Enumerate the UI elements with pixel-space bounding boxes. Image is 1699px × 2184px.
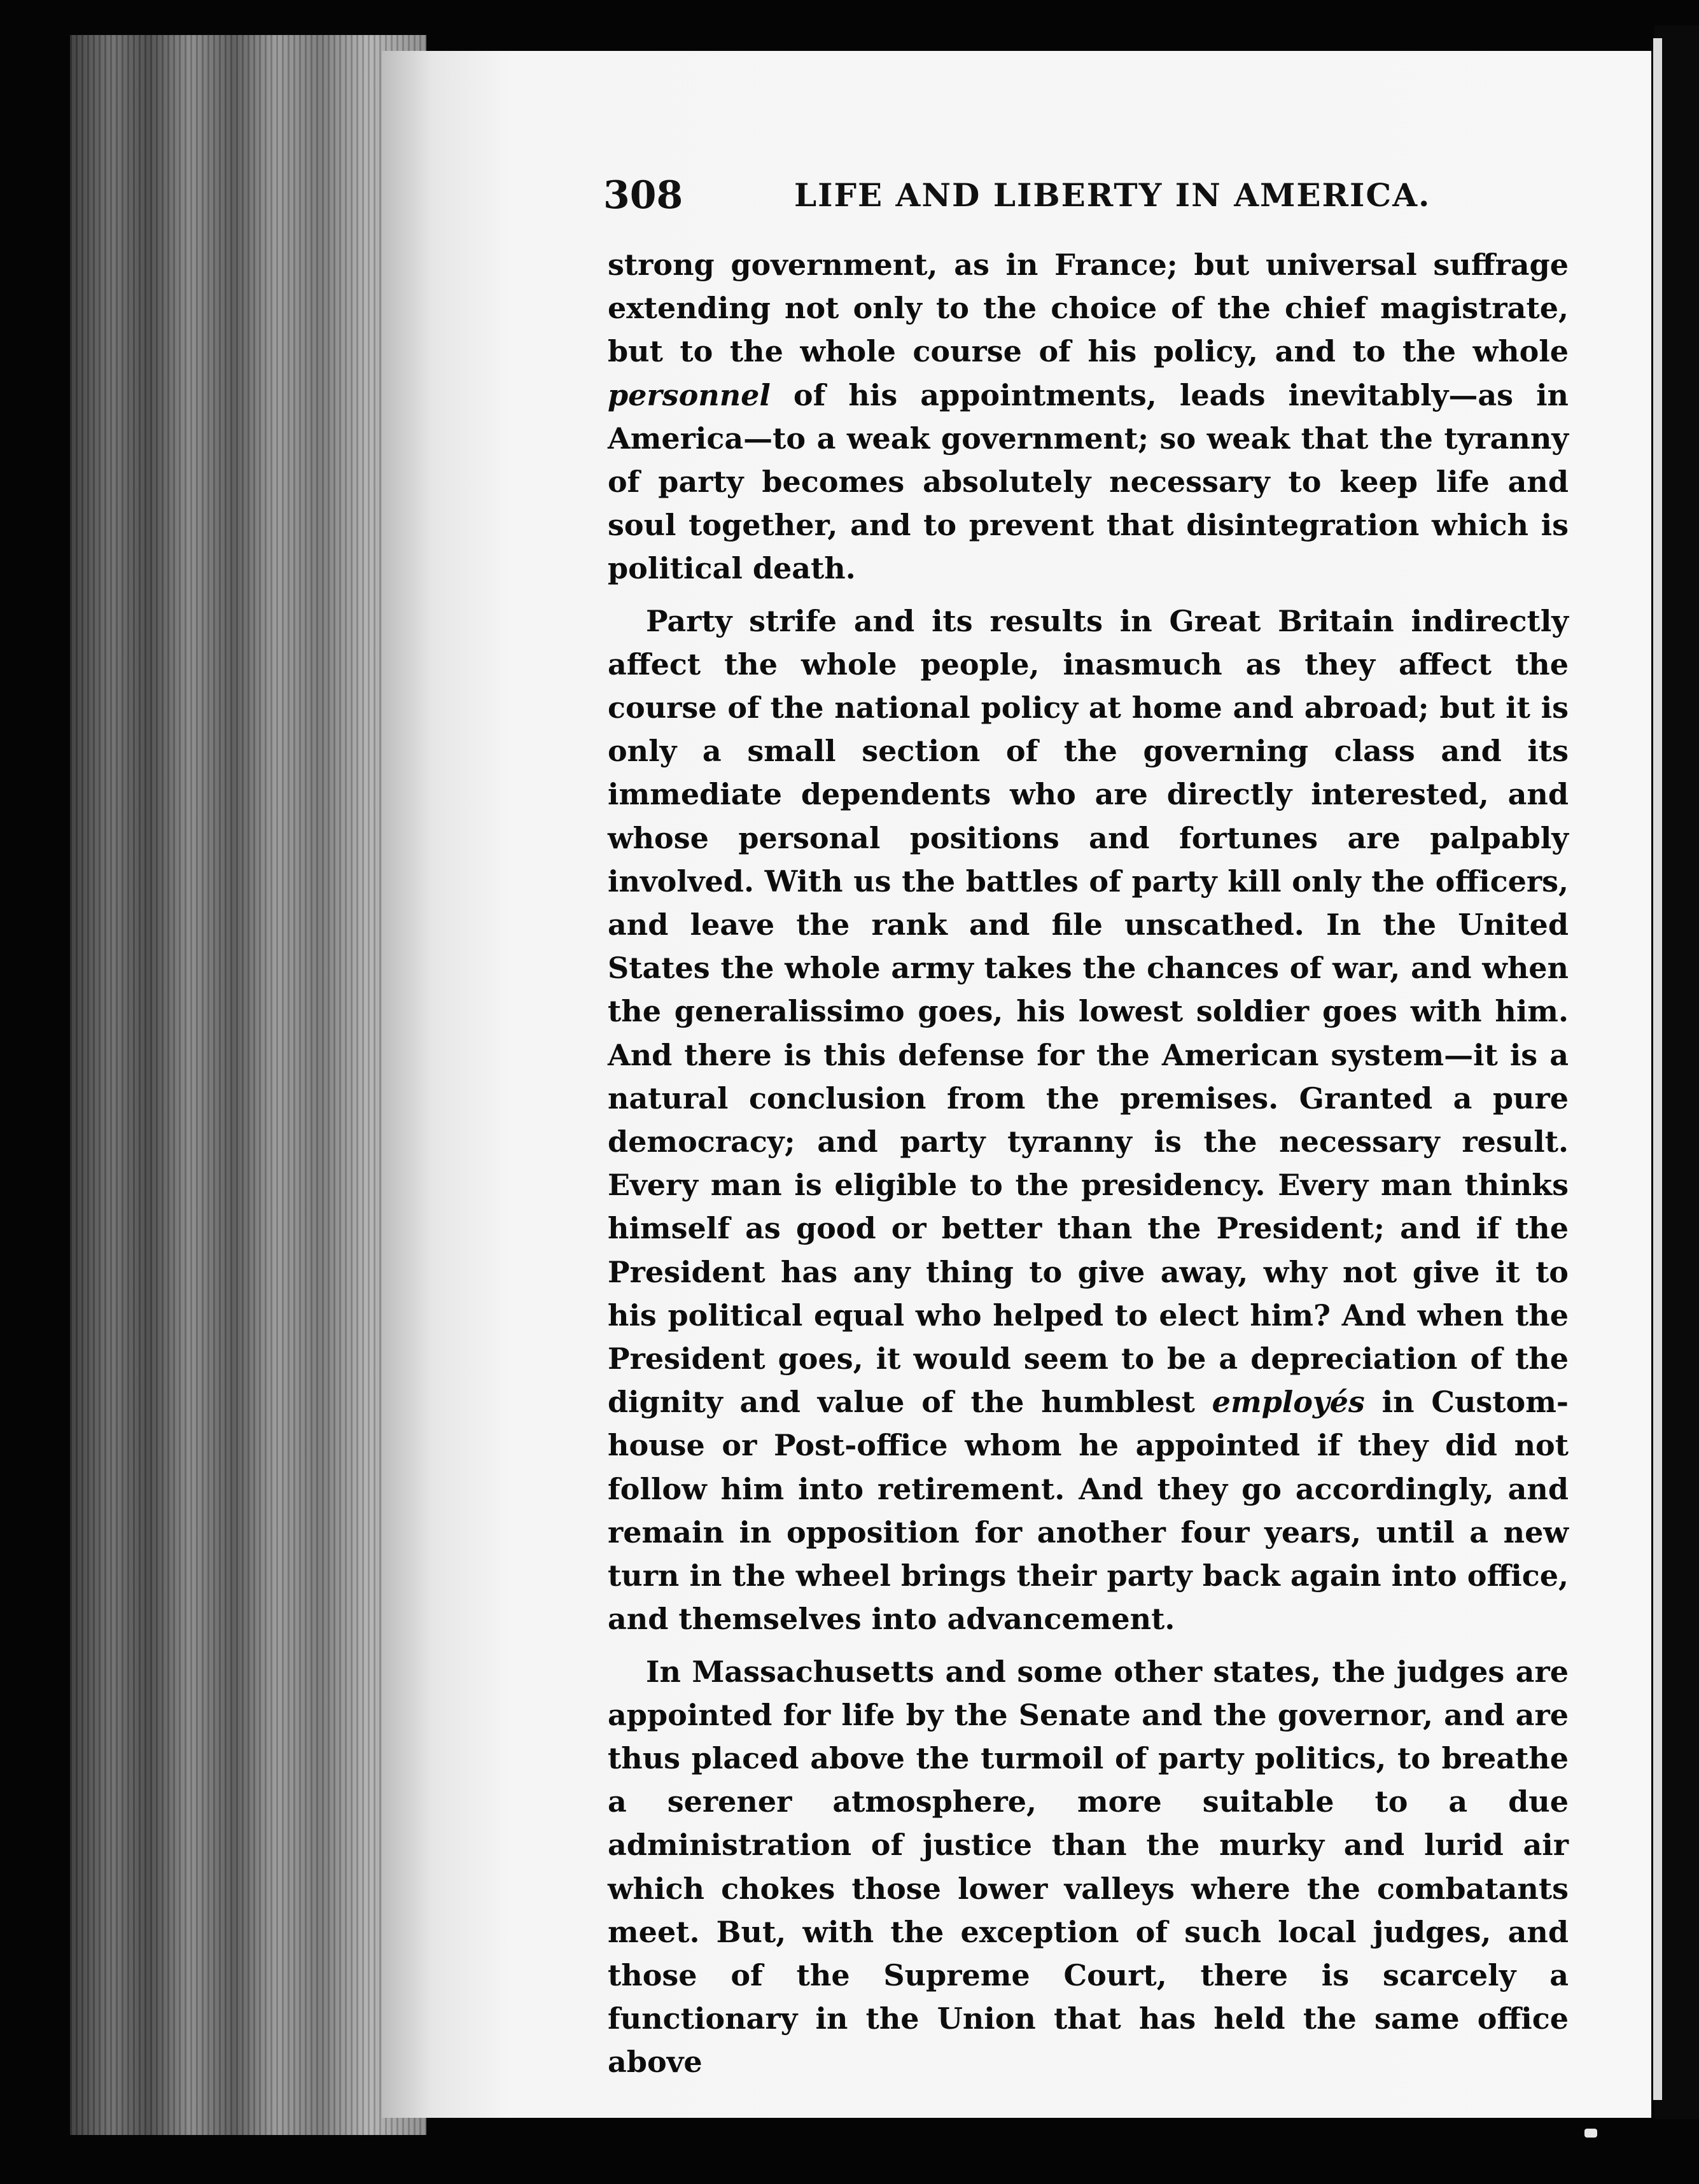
spine-texture	[70, 35, 426, 2135]
page-header	[603, 167, 1431, 224]
facing-page-edge	[1653, 38, 1662, 2100]
paragraph-3-text: In Massachusetts and some other states, the judges are appointed for life by the Senate and the governor, and are thus placed above the turmoil of party politics, to breathe a serener atmosphere, more suitable to a due administration of justice than the murky and lurid air which chokes those lower valleys where the combatants meet. But, with the exception of such local judges, and those of the Supreme Court, there is scarcely a functionary in the Union that has held the same office above	[608, 1654, 1569, 2080]
paragraph-2-italic-employes: employés	[1212, 1385, 1365, 1420]
running-head: LIFE AND LIBERTY IN AMERICA.	[794, 176, 1431, 214]
body-text	[608, 243, 1569, 2093]
paragraph-1-text-a: strong government, as in France; but universal suffrage extending not only to the choice of the chief magistrate, but to the whole course of his policy, and to the whole	[608, 248, 1569, 369]
paragraph-1-italic-personnel: personnel	[608, 377, 771, 412]
paragraph-1	[608, 243, 1569, 591]
paragraph-3	[608, 1650, 1569, 2084]
page-number: 308	[603, 173, 683, 218]
scan-speck	[1584, 2129, 1597, 2138]
paragraph-1-text-b: of his appointments, leads inevitably—as in America—to a weak government; so weak that the tyranny of party becomes absolutely necessary to keep life and soul together, and to prevent that disintegration which is political death.	[608, 377, 1569, 586]
paragraph-2-text-b: in Custom-house or Post-office whom he appointed if they did not follow him into retirement. And they go accordingly, and remain in opposition for another four years, until a new turn in the wheel brings their party back again into office, and themselves into advancement.	[608, 1385, 1569, 1637]
paragraph-2-text-a: Party strife and its results in Great Britain indirectly affect the whole people, inasmuch as they affect the course of the national policy at home and abroad; but it is only a small section of the governing class and its immediate dependents who are directly interested, and whose personal positions and fortunes are palpably involved. With us the battles of party kill only the officers, and leave the rank and file unscathed. In the United States the whole army takes the chances of war, and when the generalissimo goes, his lowest soldier goes with him. And there is this defense for the American system—it is a natural conclusion from the premises. Granted a pure democracy; and party tyranny is the necessary result. Every man is eligible to the presidency. Every man thinks himself as good or better than the President; and if the President has any thing to give away, why not give it to his political equal who helped to elect him? And when the President goes, it would seem to be a depreciation of the dignity and value of the humblest	[608, 603, 1569, 1420]
paragraph-2	[608, 599, 1569, 1641]
